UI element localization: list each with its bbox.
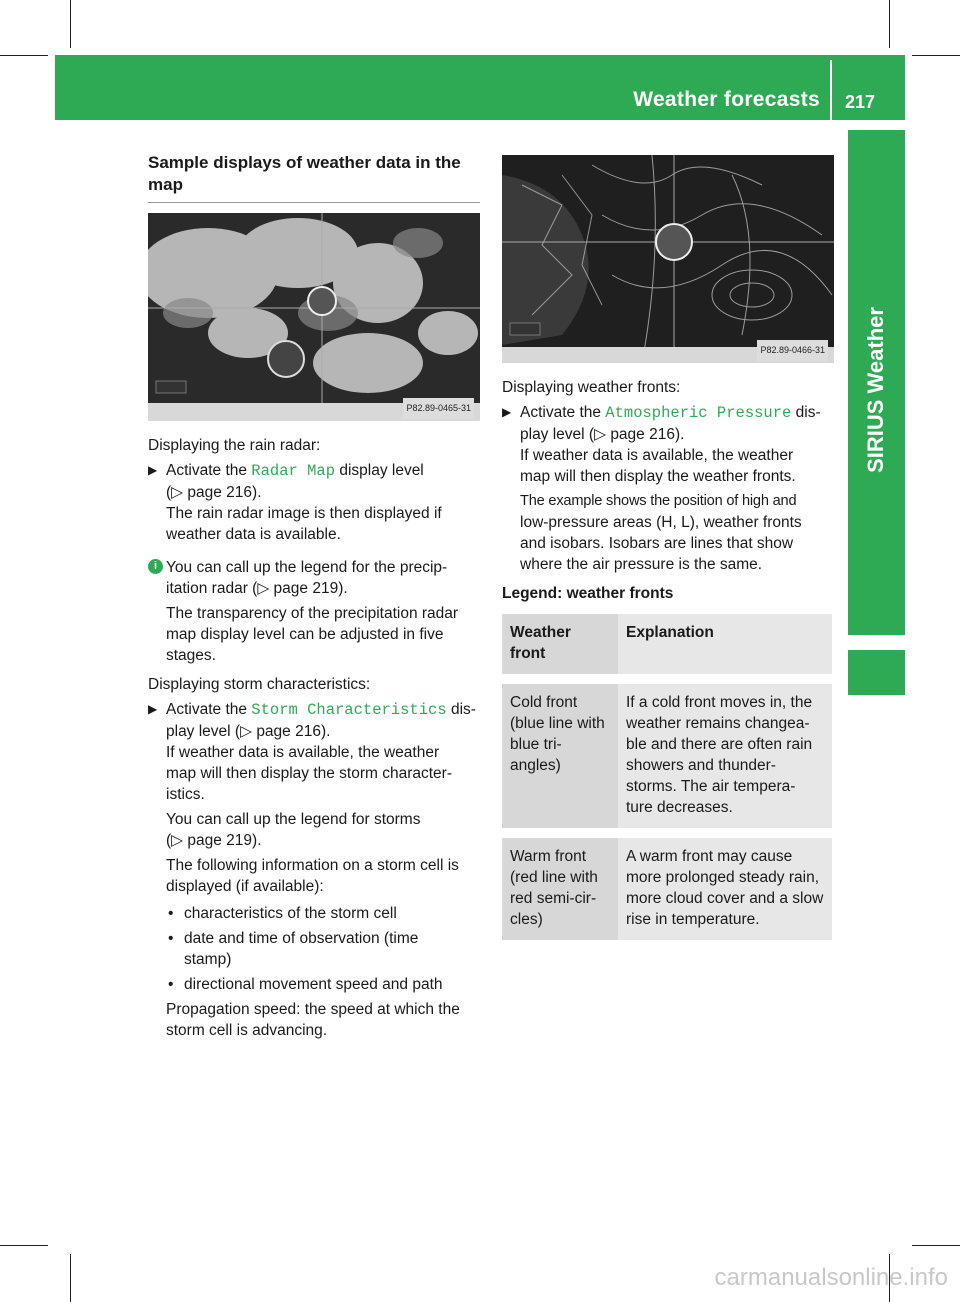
right-column bbox=[502, 155, 834, 940]
crop-mark bbox=[0, 55, 48, 56]
weather-fronts-map-graphic bbox=[502, 155, 834, 363]
crop-mark bbox=[0, 1245, 48, 1246]
front-description: (blue line with blue tri- angles) bbox=[510, 715, 605, 774]
list-item-continued bbox=[148, 949, 480, 970]
propagation-text: Propagation speed: the speed at which the bbox=[166, 1001, 460, 1018]
info-text: map display level can be adjusted in five bbox=[166, 626, 444, 643]
rain-step bbox=[148, 460, 480, 482]
step-text: play level (▷ page 216). bbox=[166, 723, 331, 740]
list-item bbox=[148, 974, 480, 995]
chapter-tab-label: SIRIUS Weather bbox=[863, 307, 888, 473]
crop-mark bbox=[70, 1254, 71, 1302]
chapter-marker bbox=[848, 650, 905, 695]
front-name: Warm front bbox=[510, 848, 587, 865]
column-header: Explanation bbox=[618, 614, 832, 679]
step-text: You can call up the legend for storms bbox=[166, 811, 421, 828]
info-text: The transparency of the precipitation radar bbox=[166, 605, 459, 622]
step-text: low-pressure areas (H, L), weather fronts bbox=[520, 514, 802, 531]
step-text: and isobars. Isobars are lines that show bbox=[520, 535, 794, 552]
left-column bbox=[148, 152, 480, 1041]
bullet-icon: • bbox=[168, 905, 174, 922]
info-note bbox=[148, 557, 480, 666]
display-level-storm-characteristics: Storm Characteristics bbox=[251, 701, 447, 719]
front-name: Cold front bbox=[510, 694, 578, 711]
step-text: dis- bbox=[791, 404, 821, 421]
header-divider bbox=[830, 60, 832, 120]
list-item-text: date and time of observation (time bbox=[184, 930, 419, 947]
step-text: Activate the bbox=[166, 701, 252, 718]
propagation-text: storm cell is advancing. bbox=[166, 1022, 328, 1039]
weather-fronts-map-image bbox=[502, 155, 834, 363]
step-text: dis- bbox=[446, 701, 476, 718]
bullet-icon: • bbox=[168, 976, 174, 993]
table-row bbox=[502, 833, 832, 940]
step-text: istics. bbox=[166, 786, 205, 803]
crop-mark bbox=[912, 1245, 960, 1246]
step-arrow-icon: ▶ bbox=[148, 702, 158, 716]
table-cell bbox=[502, 833, 618, 940]
page-ref: (▷ page 216). bbox=[166, 484, 262, 501]
info-text: You can call up the legend for the precip- bbox=[166, 559, 448, 576]
crop-mark bbox=[70, 0, 71, 48]
rain-intro: Displaying the rain radar: bbox=[148, 437, 321, 454]
step-text: Activate the bbox=[520, 404, 606, 421]
column-header: Weather front bbox=[502, 614, 618, 679]
storm-step bbox=[148, 699, 480, 721]
storm-intro: Displaying storm characteristics: bbox=[148, 676, 371, 693]
watermark: carmanualsonline.info bbox=[714, 1264, 948, 1291]
info-text: itation radar (▷ page 219). bbox=[166, 580, 348, 597]
step-text: If weather data is available, the weather bbox=[520, 447, 794, 464]
list-item-text: characteristics of the storm cell bbox=[184, 905, 397, 922]
front-description: (red line with red semi-cir- cles) bbox=[510, 869, 598, 928]
info-icon: i bbox=[148, 559, 163, 574]
page-title: Weather forecasts bbox=[633, 88, 820, 111]
fronts-intro: Displaying weather fronts: bbox=[502, 379, 681, 396]
step-text: play level (▷ page 216). bbox=[520, 426, 685, 443]
step-text: map will then display the storm character- bbox=[166, 765, 453, 782]
step-arrow-icon: ▶ bbox=[502, 405, 512, 419]
table-row bbox=[502, 679, 832, 833]
step-text: where the air pressure is the same. bbox=[520, 556, 763, 573]
step-text: display level bbox=[335, 462, 424, 479]
step-arrow-icon: ▶ bbox=[148, 463, 158, 477]
table-cell bbox=[502, 679, 618, 833]
table-cell: A warm front may cause more prolonged steady rain, more cloud cover and a slow rise in temperature. bbox=[618, 833, 832, 940]
list-item bbox=[148, 928, 480, 949]
step-text: map will then display the weather fronts. bbox=[520, 468, 796, 485]
step-result: The rain radar image is then displayed if bbox=[166, 505, 442, 522]
fronts-step bbox=[502, 402, 834, 424]
step-text: The example shows the position of high and bbox=[520, 493, 797, 509]
page-number: 217 bbox=[845, 92, 876, 112]
step-result: weather data is available. bbox=[166, 526, 341, 543]
image-code: P82.89-0465-31 bbox=[403, 398, 474, 419]
rain-radar-map-graphic bbox=[148, 213, 480, 421]
step-text: The following information on a storm cell is bbox=[166, 857, 459, 874]
display-level-radar-map: Radar Map bbox=[251, 462, 336, 480]
legend-table bbox=[502, 614, 832, 940]
info-text: stages. bbox=[166, 647, 216, 664]
crop-mark bbox=[889, 0, 890, 48]
list-item-text: stamp) bbox=[184, 951, 232, 968]
rain-radar-map-image bbox=[148, 213, 480, 421]
step-text: Activate the bbox=[166, 462, 252, 479]
section-title: Sample displays of weather data in the map bbox=[148, 153, 461, 194]
section-rule bbox=[148, 202, 480, 203]
legend-title: Legend: weather fronts bbox=[502, 585, 674, 602]
bullet-icon: • bbox=[168, 930, 174, 947]
image-code: P82.89-0466-31 bbox=[757, 340, 828, 361]
step-text: (▷ page 219). bbox=[166, 832, 262, 849]
crop-mark bbox=[912, 55, 960, 56]
table-cell: If a cold front moves in, the weather remains changea- ble and there are often rain showers and thunder- storms. The air tempera- ture decreases. bbox=[618, 679, 832, 833]
step-text: displayed (if available): bbox=[166, 878, 324, 895]
step-text: If weather data is available, the weather bbox=[166, 744, 440, 761]
list-item bbox=[148, 903, 480, 924]
display-level-atmospheric-pressure: Atmospheric Pressure bbox=[605, 404, 792, 422]
list-item-text: directional movement speed and path bbox=[184, 976, 443, 993]
table-header-row bbox=[502, 614, 832, 679]
